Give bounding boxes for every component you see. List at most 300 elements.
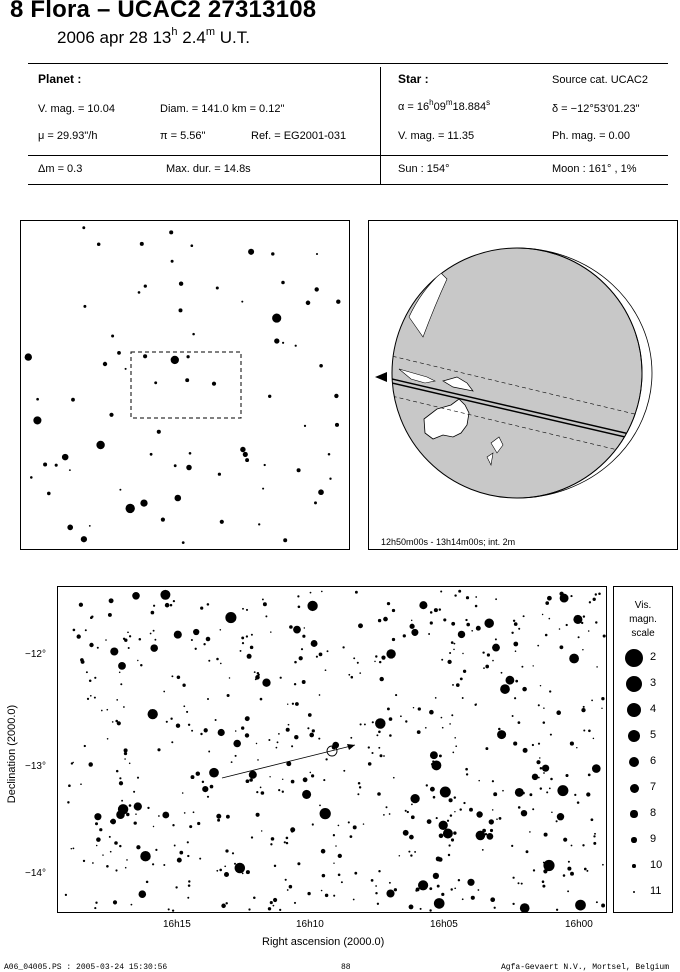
chart-star	[343, 770, 345, 772]
chart-star	[430, 611, 433, 614]
chart-star	[583, 615, 585, 617]
finder-star	[140, 242, 144, 246]
chart-star	[408, 851, 410, 853]
finder-star	[189, 452, 192, 455]
chart-star	[226, 815, 230, 819]
chart-star	[518, 628, 520, 630]
chart-star	[218, 729, 225, 736]
chart-star	[227, 694, 230, 697]
chart-star	[157, 748, 160, 751]
finder-star	[262, 488, 264, 490]
finder-star	[140, 499, 147, 506]
y-tick-minus14: −14°	[25, 868, 46, 879]
chart-star	[325, 758, 327, 760]
chart-star	[116, 810, 125, 819]
chart-star	[209, 768, 219, 778]
chart-star	[482, 829, 486, 833]
chart-star	[452, 684, 454, 686]
finder-star	[179, 282, 183, 286]
finder-star	[268, 395, 271, 398]
chart-star	[113, 900, 117, 904]
sun-elongation: Sun : 154°	[398, 163, 450, 175]
chart-star	[152, 863, 154, 865]
chart-star	[261, 830, 262, 831]
chart-star	[171, 741, 173, 743]
chart-star	[441, 893, 444, 896]
chart-star	[413, 707, 414, 708]
chart-star	[215, 719, 217, 721]
chart-star	[603, 634, 606, 637]
chart-star	[583, 729, 585, 731]
chart-star	[322, 874, 326, 878]
chart-star	[495, 598, 497, 600]
chart-star	[273, 898, 277, 902]
finder-star	[81, 536, 87, 542]
chart-star	[136, 845, 140, 849]
chart-star	[515, 650, 517, 652]
finder-star	[67, 525, 73, 531]
chart-star	[312, 823, 314, 825]
chart-star	[291, 780, 295, 784]
chart-star	[378, 721, 380, 723]
chart-star	[550, 734, 552, 736]
chart-star	[105, 639, 107, 641]
chart-star	[133, 791, 135, 793]
chart-star	[383, 755, 385, 757]
chart-star	[359, 786, 361, 788]
finder-star	[30, 476, 33, 479]
chart-star	[478, 889, 480, 891]
chart-star	[173, 600, 175, 602]
finder-zoom-box	[131, 352, 241, 418]
chart-star	[602, 864, 604, 866]
chart-star	[439, 821, 448, 830]
chart-star	[304, 627, 305, 628]
chart-star	[71, 848, 72, 849]
chart-star	[289, 625, 293, 629]
finder-star	[190, 244, 193, 247]
chart-star	[256, 743, 257, 744]
chart-star	[502, 790, 504, 792]
chart-star	[293, 626, 301, 634]
chart-star	[434, 608, 438, 612]
chart-star	[202, 781, 204, 783]
chart-star	[251, 634, 253, 636]
chart-star	[134, 821, 137, 824]
chart-star	[232, 852, 234, 854]
chart-star	[101, 710, 103, 712]
chart-star	[302, 790, 311, 799]
chart-star	[242, 873, 244, 875]
chart-star	[188, 880, 190, 882]
chart-star	[246, 779, 250, 783]
chart-star	[298, 605, 301, 608]
chart-star	[277, 741, 279, 743]
chart-star	[518, 806, 521, 809]
chart-star	[321, 591, 323, 593]
chart-star	[254, 671, 256, 673]
chart-star	[235, 863, 246, 874]
chart-star	[550, 778, 553, 781]
finder-star-field	[21, 221, 350, 550]
chart-star	[591, 700, 593, 702]
chart-star	[92, 862, 94, 864]
finder-star	[274, 338, 279, 343]
chart-star	[523, 615, 525, 617]
finder-star	[248, 249, 254, 255]
chart-star	[589, 601, 591, 603]
chart-star	[485, 747, 488, 750]
chart-star	[121, 800, 123, 802]
chart-star	[537, 645, 539, 647]
chart-star	[333, 862, 334, 863]
chart-star	[278, 733, 280, 735]
chart-star	[586, 870, 588, 872]
chart-star	[96, 845, 98, 847]
finder-star	[47, 492, 51, 496]
chart-star	[250, 646, 254, 650]
legend-dot	[630, 784, 639, 793]
chart-star	[417, 730, 421, 734]
chart-star	[231, 761, 233, 763]
chart-star	[140, 851, 150, 861]
finder-star	[89, 525, 91, 527]
chart-star	[403, 634, 406, 637]
chart-star	[378, 619, 381, 622]
chart-star	[193, 811, 195, 813]
chart-star	[284, 841, 286, 843]
chart-star	[448, 844, 450, 846]
chart-star	[174, 845, 176, 847]
chart-star	[411, 629, 418, 636]
chart-star	[220, 629, 222, 631]
legend-dot	[627, 703, 641, 717]
finder-star	[161, 518, 165, 522]
chart-star	[119, 672, 121, 674]
chart-star	[297, 862, 300, 865]
chart-star	[515, 788, 524, 797]
chart-star	[513, 642, 518, 647]
chart-star	[364, 723, 366, 725]
chart-star	[301, 648, 303, 650]
chart-star	[206, 637, 211, 642]
page-title: 8 Flora – UCAC2 27313108	[10, 0, 317, 23]
chart-star	[490, 897, 495, 902]
chart-star	[454, 737, 456, 739]
footer-page-number: 88	[341, 963, 351, 972]
chart-star	[449, 723, 451, 725]
chart-star	[171, 675, 173, 677]
chart-star	[294, 735, 298, 739]
chart-star	[588, 630, 590, 632]
finder-star	[25, 353, 32, 360]
chart-star	[186, 711, 188, 713]
chart-star	[583, 706, 585, 708]
chart-star	[268, 907, 271, 910]
finder-star	[315, 287, 319, 291]
chart-star	[376, 734, 378, 736]
chart-star	[556, 820, 558, 822]
chart-star	[302, 635, 305, 638]
chart-star	[601, 708, 602, 709]
chart-star	[175, 886, 177, 888]
chart-star	[302, 680, 306, 684]
chart-star	[77, 634, 81, 638]
chart-star	[208, 660, 210, 662]
chart-star	[592, 764, 601, 773]
chart-star	[450, 888, 452, 890]
x-tick-16h00: 16h00	[565, 919, 593, 930]
chart-star	[286, 842, 288, 844]
chart-star	[358, 623, 363, 628]
chart-star	[389, 653, 394, 658]
chart-star	[203, 643, 205, 645]
finder-star	[185, 378, 189, 382]
chart-star	[115, 869, 117, 871]
chart-star	[115, 720, 118, 723]
chart-star	[593, 842, 596, 845]
chart-star	[395, 694, 397, 696]
x-tick-16h15: 16h15	[163, 919, 191, 930]
chart-star	[568, 861, 570, 863]
chart-star	[73, 629, 76, 632]
planet-diameter: Diam. = 141.0 km = 0.12"	[160, 103, 285, 115]
chart-star	[124, 752, 127, 755]
chart-star	[449, 652, 451, 654]
chart-star	[581, 622, 583, 624]
legend-dot	[631, 837, 636, 842]
star-heading: Star :	[398, 72, 429, 86]
finder-star	[306, 301, 311, 306]
chart-star	[452, 752, 454, 754]
chart-star	[487, 653, 490, 656]
chart-star	[262, 598, 264, 600]
chart-star	[278, 789, 280, 791]
chart-star	[311, 774, 314, 777]
chart-star	[267, 682, 269, 684]
chart-star	[187, 841, 189, 843]
chart-star	[221, 904, 226, 909]
chart-star	[459, 808, 461, 810]
chart-star	[429, 909, 431, 911]
finder-star	[297, 468, 301, 472]
chart-star	[451, 838, 454, 841]
chart-star	[99, 828, 102, 831]
chart-star	[378, 747, 380, 749]
legend-label: 2	[650, 651, 657, 663]
finder-star	[314, 501, 317, 504]
chart-star	[383, 814, 385, 816]
chart-star	[338, 874, 341, 877]
chart-star	[601, 904, 605, 908]
chart-star	[593, 835, 595, 837]
chart-star	[163, 864, 165, 866]
chart-star	[193, 629, 199, 635]
finder-star	[138, 291, 141, 294]
chart-star	[86, 671, 88, 673]
chart-star	[120, 683, 122, 685]
chart-star	[207, 796, 209, 798]
finder-star	[143, 354, 147, 358]
legend-dot	[630, 810, 637, 817]
chart-star	[463, 802, 465, 804]
chart-star	[274, 865, 276, 867]
chart-star	[80, 783, 82, 785]
chart-star	[353, 899, 355, 901]
chart-star	[191, 639, 193, 641]
chart-star	[451, 622, 455, 626]
chart-star	[387, 707, 390, 710]
finder-star	[103, 362, 107, 366]
chart-star	[425, 727, 427, 729]
chart-star	[471, 896, 475, 900]
x-tick-16h10: 16h10	[296, 919, 324, 930]
chart-star	[543, 860, 554, 871]
chart-star	[499, 817, 502, 820]
chart-star	[357, 662, 359, 664]
chart-star	[85, 629, 87, 631]
legend-label: 3	[650, 677, 657, 689]
chart-star	[469, 808, 473, 812]
detail-star-chart	[57, 586, 607, 913]
chart-star	[351, 676, 354, 679]
chart-star	[392, 609, 395, 612]
chart-star	[94, 677, 96, 679]
chart-star	[348, 674, 350, 676]
x-axis-label: Right ascension (2000.0)	[262, 936, 385, 948]
chart-star	[465, 768, 468, 771]
y-tick-minus12: −12°	[25, 649, 46, 660]
chart-star	[285, 879, 287, 881]
chart-star	[407, 811, 409, 813]
chart-star	[107, 866, 109, 868]
chart-star	[547, 596, 552, 601]
chart-star	[182, 684, 185, 687]
chart-star	[442, 727, 444, 729]
chart-star	[487, 833, 494, 840]
asteroid-track	[222, 745, 355, 778]
planet-reference: Ref. = EG2001-031	[251, 130, 347, 142]
finder-star	[109, 413, 113, 417]
chart-star	[109, 598, 114, 603]
chart-star	[454, 796, 456, 798]
chart-star	[282, 779, 283, 780]
chart-star	[532, 808, 534, 810]
chart-star	[68, 784, 71, 787]
header-bottom-rule	[28, 184, 668, 185]
chart-star	[596, 901, 598, 903]
chart-star	[494, 907, 496, 909]
chart-star	[490, 829, 493, 832]
chart-star	[551, 811, 553, 813]
event-time: 2006 apr 28 13$^h$ 2.4$^m$ U.T.	[57, 26, 250, 47]
finder-star	[62, 454, 69, 461]
chart-star	[430, 751, 438, 759]
chart-star	[246, 870, 250, 874]
chart-star	[84, 745, 86, 747]
chart-star	[492, 780, 494, 782]
chart-star	[325, 894, 328, 897]
chart-star	[455, 745, 457, 747]
chart-star	[566, 624, 568, 626]
legend-title-line1: Vis.	[634, 600, 652, 611]
chart-star	[129, 635, 131, 637]
chart-star	[146, 881, 149, 884]
legend-label: 10	[650, 859, 663, 871]
finder-star	[243, 452, 248, 457]
finder-star	[117, 351, 121, 355]
chart-star	[567, 867, 571, 871]
chart-star	[511, 845, 513, 847]
chart-star	[248, 908, 250, 910]
chart-star	[123, 706, 125, 708]
finder-star	[97, 242, 101, 246]
finder-star	[111, 335, 114, 338]
finder-star	[245, 458, 249, 462]
chart-star	[439, 754, 442, 757]
chart-star	[458, 631, 465, 638]
finder-star	[240, 447, 245, 452]
star-declination: δ = −12°53'01.23"	[552, 103, 640, 115]
chart-star	[114, 841, 118, 845]
chart-star	[307, 892, 310, 895]
finder-star	[43, 462, 47, 466]
chart-star	[450, 814, 452, 816]
chart-star	[310, 772, 312, 774]
chart-star	[294, 661, 297, 664]
chart-star	[208, 751, 210, 753]
legend-label: 8	[650, 807, 657, 819]
chart-star	[348, 821, 350, 823]
chart-star	[371, 752, 373, 754]
chart-star	[191, 775, 195, 779]
chart-star	[224, 865, 226, 867]
chart-star	[338, 825, 340, 827]
chart-star	[155, 849, 157, 851]
chart-star	[532, 665, 533, 666]
chart-star	[389, 717, 393, 721]
chart-star	[135, 813, 137, 815]
chart-star	[184, 812, 186, 814]
chart-star	[265, 615, 267, 617]
chart-star	[95, 902, 97, 904]
chart-star	[515, 680, 518, 683]
chart-star	[308, 713, 312, 717]
chart-star	[162, 812, 169, 819]
finder-star	[212, 382, 216, 386]
finder-star	[171, 260, 174, 263]
chart-star	[440, 590, 442, 592]
chart-star	[290, 827, 295, 832]
chart-star	[418, 707, 421, 710]
chart-star	[139, 638, 142, 641]
chart-star	[309, 733, 314, 738]
finder-star	[272, 314, 281, 323]
chart-star	[360, 723, 362, 725]
chart-star	[493, 792, 497, 796]
chart-star	[246, 716, 250, 720]
chart-star	[532, 774, 538, 780]
chart-star	[151, 611, 155, 615]
chart-star	[327, 650, 329, 652]
chart-star	[188, 884, 191, 887]
chart-star	[378, 731, 381, 734]
chart-star	[311, 640, 318, 647]
chart-star	[571, 845, 573, 847]
chart-star	[520, 903, 530, 913]
chart-star	[557, 813, 564, 820]
finder-star	[318, 489, 324, 495]
